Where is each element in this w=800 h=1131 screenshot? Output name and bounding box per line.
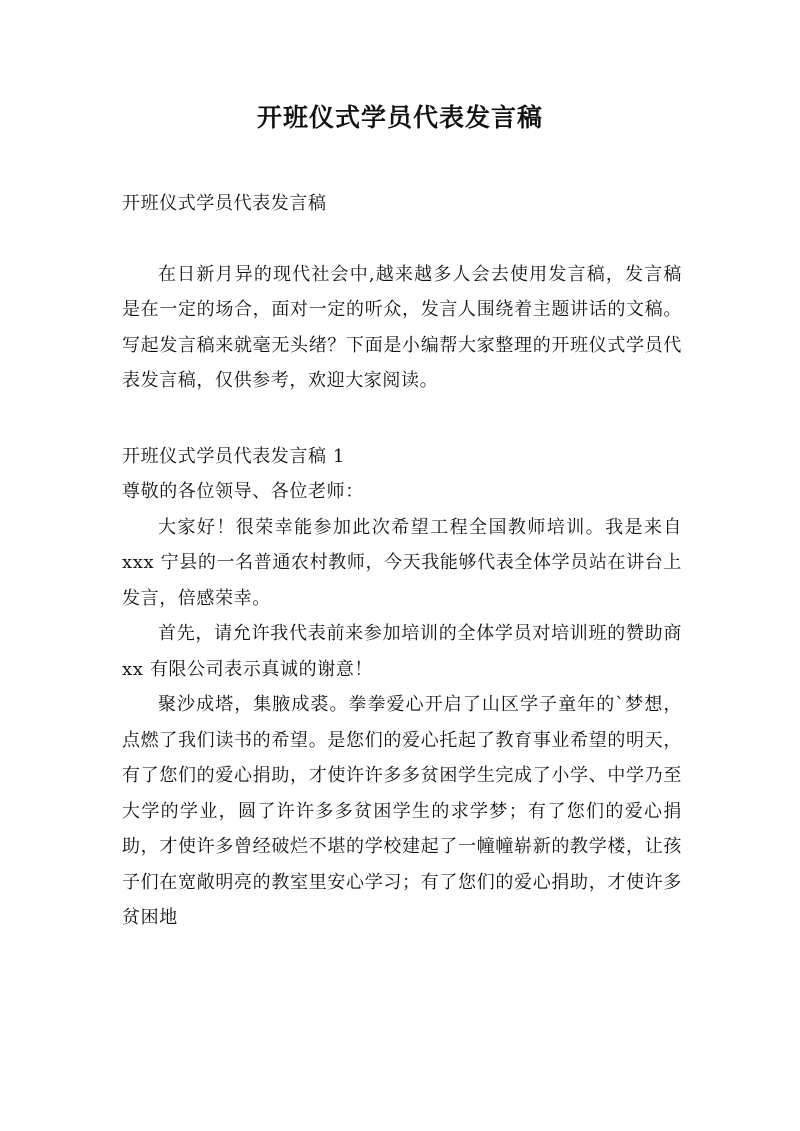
document-subtitle: 开班仪式学员代表发言稿 [122,193,327,214]
section-heading: 开班仪式学员代表发言稿 1 [122,445,345,467]
body-paragraph-3: 聚沙成塔，集腋成裘。拳拳爱心开启了山区学子童年的`梦想，点燃了我们读书的希望。是您们的爱心托起了教育事业希望的明天，有了您们的爱心捐助，才使许许多多贫困学生完成了小学、中学乃至大学的学业，圆了许许多多贫困学生的求学梦；有了您们的爱心捐助，才使许多曾经破烂不堪的学校建起了一幢幢崭新的教学楼，让孩子们在宽敞明亮的教室里安心学习；有了您们的爱心捐助，才使许多贫困地 [122,694,682,928]
body-paragraph-2: 首先，请允许我代表前来参加培训的全体学员对培训班的赞助商 xx 有限公司表示真诚的谢意！ [122,623,682,680]
document-body [122,186,682,936]
document-title: 开班仪式学员代表发言稿 [256,103,543,132]
body-paragraph-1: 大家好！很荣幸能参加此次希望工程全国教师培训。我是来自 xxx 宁县的一名普通农村教师，今天我能够代表全体学员站在讲台上发言，倍感荣幸。 [122,516,682,609]
salutation: 尊敬的各位领导、各位老师： [122,481,364,502]
intro-paragraph: 在日新月异的现代社会中,越来越多人会去使用发言稿，发言稿是在一定的场合，面对一定的听众，发言人围绕着主题讲话的文稿。写起发言稿来就毫无头绪？下面是小编帮大家整理的开班仪式学员代表发言稿，仅供参考，欢迎大家阅读。 [122,263,682,391]
